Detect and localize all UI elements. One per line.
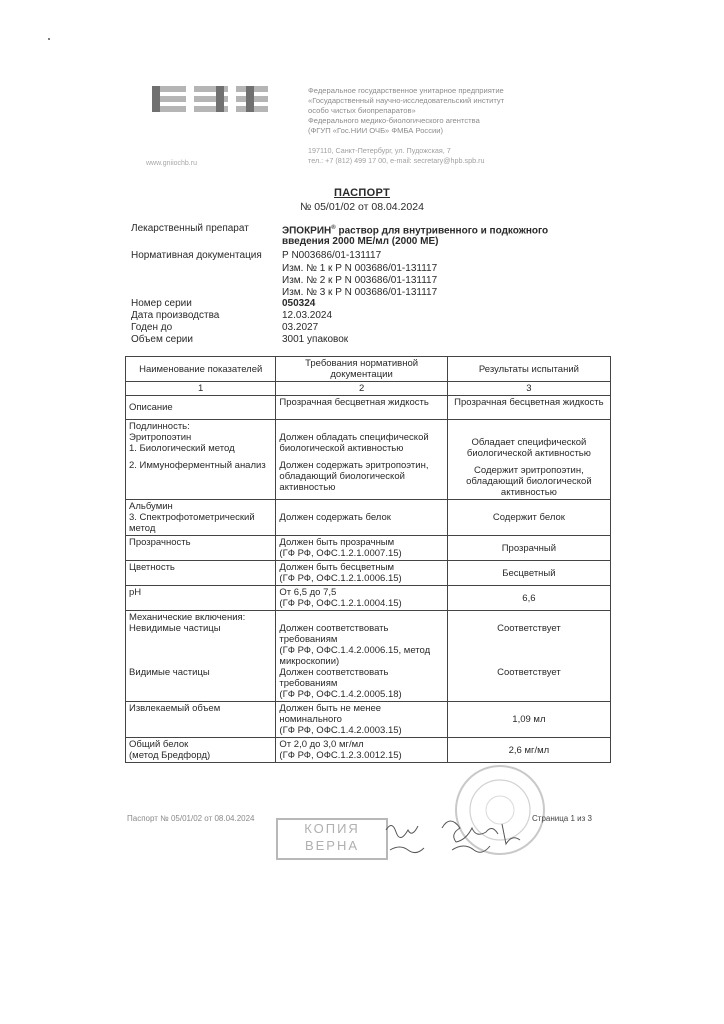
requirement: От 2,0 до 3,0 мг/мл (ГФ РФ, ОФС.1.2.3.0012.15) [276, 738, 447, 763]
result: Соответствует Соответствует [447, 611, 610, 702]
nd-label: Нормативная документация [131, 250, 262, 261]
indicator-name: pH [126, 586, 276, 611]
organization-website: www.gniiochb.ru [146, 160, 197, 167]
result: Прозрачный [447, 536, 610, 561]
indicator-name: Извлекаемый объем [126, 702, 276, 738]
series-label: Номер серии [131, 298, 192, 309]
table-row [126, 611, 611, 702]
result: Содержит белок [447, 500, 610, 536]
requirement: От 6,5 до 7,5 (ГФ РФ, ОФС.1.2.1.0004.15) [276, 586, 447, 611]
nd-item: Р N003686/01-131117 [282, 250, 382, 261]
indicator-name: Общий белок (метод Бредфорд) [126, 738, 276, 763]
column-header: Наименование показателей [126, 357, 276, 382]
drug-name: ЭПОКРИН® раствор для внутривенного и подкожного [282, 225, 549, 237]
table-header-row [126, 357, 611, 382]
table-row [126, 702, 611, 738]
page-number: Страница 1 из 3 [532, 814, 592, 823]
table-row [126, 500, 611, 536]
volume-label: Объем серии [131, 334, 193, 345]
prod-date-label: Дата производства [131, 310, 220, 321]
column-number: 2 [276, 382, 447, 396]
table-row [126, 586, 611, 611]
requirement: Должен обладать специфической биологической активностью Должен содержать эритропоэтин, обладающий биологической активностью [276, 420, 447, 500]
column-header: Результаты испытаний [447, 357, 610, 382]
expiry-label: Годен до [131, 322, 173, 333]
prod-date-value: 12.03.2024 [282, 310, 333, 321]
nd-item: Изм. № 3 к Р N 003686/01-131117 [282, 287, 438, 298]
copy-stamp: КОПИЯ ВЕРНА [276, 818, 388, 860]
document-number: № 05/01/02 от 08.04.2024 [300, 201, 424, 213]
requirement: Должен быть бесцветным (ГФ РФ, ОФС.1.2.1.0006.15) [276, 561, 447, 586]
drug-label: Лекарственный препарат [131, 223, 249, 234]
results-table [125, 356, 611, 763]
result: 1,09 мл [447, 702, 610, 738]
table-row [126, 420, 611, 500]
table-row [126, 536, 611, 561]
indicator-name: Цветность [126, 561, 276, 586]
volume-value: 3001 упаковок [282, 334, 349, 345]
expiry-value: 03.2027 [282, 322, 319, 333]
scan-speck [48, 38, 50, 40]
result: Обладает специфической биологической активностью Содержит эритропоэтин, обладающий биологической активностью [447, 420, 610, 500]
table-row [126, 738, 611, 763]
handwritten-signature [382, 810, 542, 870]
nd-item: Изм. № 2 к Р N 003686/01-131117 [282, 275, 438, 286]
institute-logo [150, 82, 270, 116]
footer-document-number: Паспорт № 05/01/02 от 08.04.2024 [127, 814, 255, 823]
column-number: 1 [126, 382, 276, 396]
requirement: Должен быть не менее номинального (ГФ РФ, ОФС.1.4.2.0003.15) [276, 702, 447, 738]
result: 6,6 [447, 586, 610, 611]
result: Бесцветный [447, 561, 610, 586]
indicator-name: Подлинность: Эритропоэтин 1. Биологический метод 2. Иммуноферментный анализ [126, 420, 276, 500]
column-number: 3 [447, 382, 610, 396]
series-value: 050324 [282, 298, 316, 309]
table-row [126, 561, 611, 586]
table-row [126, 396, 611, 420]
organization-name: Федеральное государственное унитарное предприятие «Государственный научно-исследовательский институт особо чистых биопрепаратов» Федерального медико-биологического агентства (ФГУП «Гос.НИИ ОЧБ» ФМБА России) [308, 86, 505, 135]
column-header: Требования нормативной документации [276, 357, 447, 382]
organization-address: 197110, Санкт-Петербург, ул. Пудожская, 7 тел.: +7 (812) 499 17 00, e-mail: secretary@hpb.spb.ru [308, 146, 485, 165]
drug-description: введения 2000 МЕ/мл (2000 МЕ) [282, 236, 439, 247]
requirement: Прозрачная бесцветная жидкость [276, 396, 447, 420]
result: 2,6 мг/мл [447, 738, 610, 763]
indicator-name: Альбумин 3. Спектрофотометрический метод [126, 500, 276, 536]
column-number-row [126, 382, 611, 396]
document-title: ПАСПОРТ [334, 187, 390, 199]
indicator-name: Прозрачность [126, 536, 276, 561]
requirement: Должен быть прозрачным (ГФ РФ, ОФС.1.2.1.0007.15) [276, 536, 447, 561]
indicator-name: Механические включения: Невидимые частицы Видимые частицы [126, 611, 276, 702]
nd-item: Изм. № 1 к Р N 003686/01-131117 [282, 263, 438, 274]
indicator-name: Описание [126, 396, 276, 420]
result: Прозрачная бесцветная жидкость [447, 396, 610, 420]
requirement: Должен соответствовать требованиям (ГФ РФ, ОФС.1.4.2.0006.15, метод микроскопии) Должен соответствовать требованиям (ГФ РФ, ОФС.1.4.2.0005.18) [276, 611, 447, 702]
requirement: Должен содержать белок [276, 500, 447, 536]
